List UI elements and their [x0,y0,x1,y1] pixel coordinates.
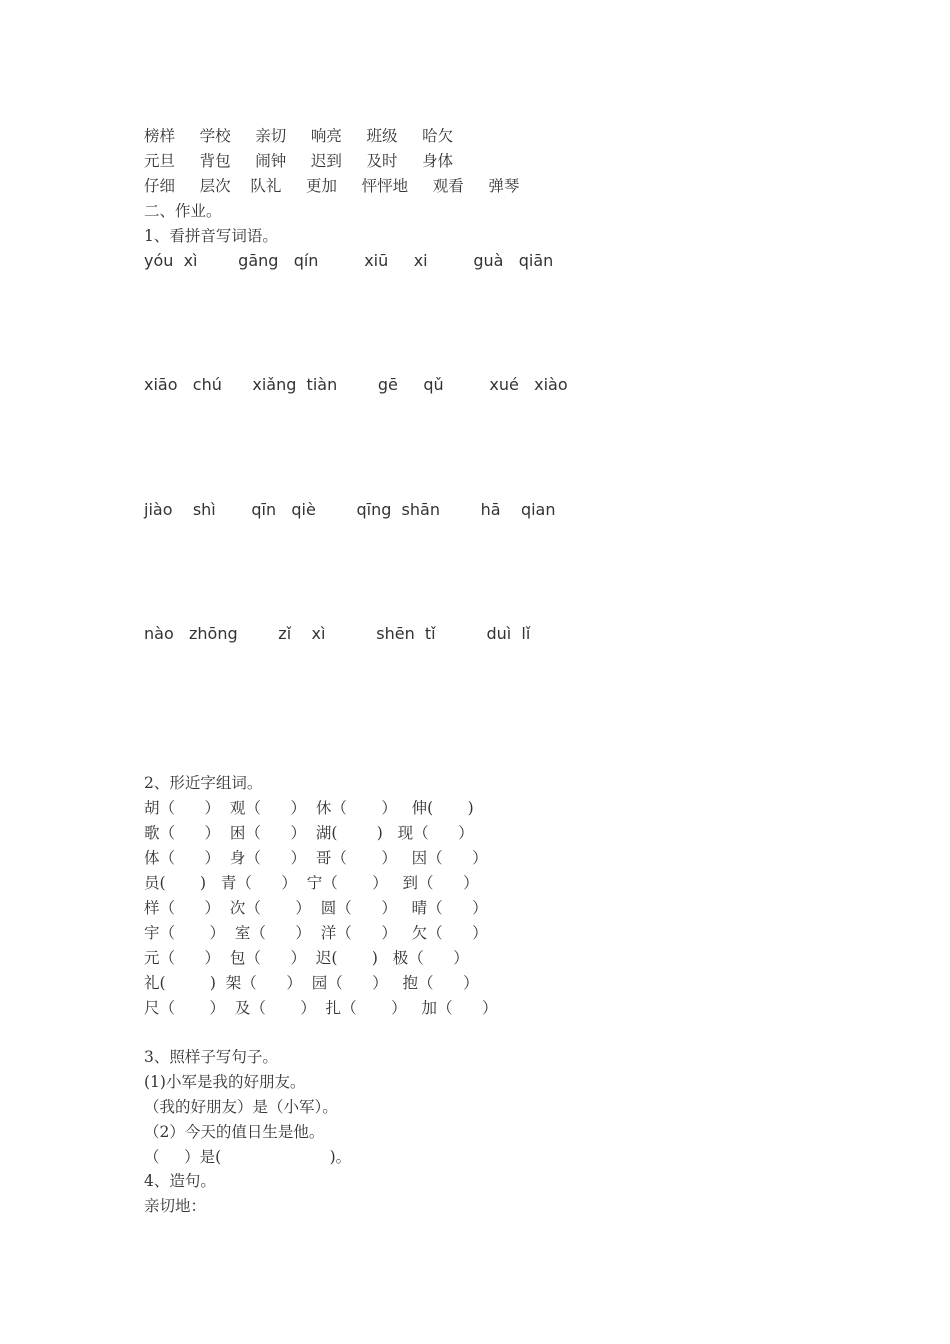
question-1-title: 1、看拼音写词语。 [144,227,278,245]
pinyin-row-3: jiào shì qīn qiè qīng shān hā qian [144,500,556,519]
q2-row-5: 样（ ） 次（ ） 圆（ ） 晴（ ） [144,899,488,917]
q4-item: 亲切地： [144,1197,207,1215]
q3-item-2-blank: （ ）是( )。 [144,1148,352,1166]
vocab-line-3: 仔细 层次 队礼 更加 怦怦地 观看 弹琴 [144,177,520,195]
q2-row-3: 体（ ） 身（ ） 哥（ ） 因（ ） [144,849,488,867]
vocab-line-1: 榜样 学校 亲切 响亮 班级 哈欠 [144,127,454,145]
q2-row-2: 歌（ ） 困（ ） 湖( ) 现（ ） [144,824,474,842]
vocab-line-2: 元旦 背包 闹钟 迟到 及时 身体 [144,152,454,170]
pinyin-row-1: yóu xì gāng qín xiū xi guà qiān [144,251,554,270]
section-2-title: 二、作业。 [144,202,222,220]
q2-row-7: 元（ ） 包（ ） 迟( ) 极（ ） [144,949,469,967]
pinyin-row-4: nào zhōng zǐ xì shēn tǐ duì lǐ [144,624,531,643]
q2-row-8: 礼( ) 架（ ） 园（ ） 抱（ ） [144,974,479,992]
question-3-title: 3、照样子写句子。 [144,1048,278,1066]
q3-example-answer: （我的好朋友）是（小军）。 [144,1098,338,1116]
question-4-title: 4、造句。 [144,1172,216,1190]
q2-row-4: 员( ) 青（ ） 宁（ ） 到（ ） [144,874,479,892]
question-2-title: 2、形近字组词。 [144,774,263,792]
q3-item-2: （2）今天的值日生是他。 [144,1123,325,1141]
pinyin-row-2: xiāo chú xiǎng tiàn gē qǔ xué xiào [144,375,568,394]
q2-row-9: 尺（ ） 及（ ） 扎（ ） 加（ ） [144,999,498,1017]
q3-example: (1)小军是我的好朋友。 [144,1073,306,1091]
q2-row-1: 胡（ ） 观（ ） 休（ ） 伸( ) [144,799,474,817]
q2-row-6: 宇（ ） 室（ ） 洋（ ） 欠（ ） [144,924,488,942]
